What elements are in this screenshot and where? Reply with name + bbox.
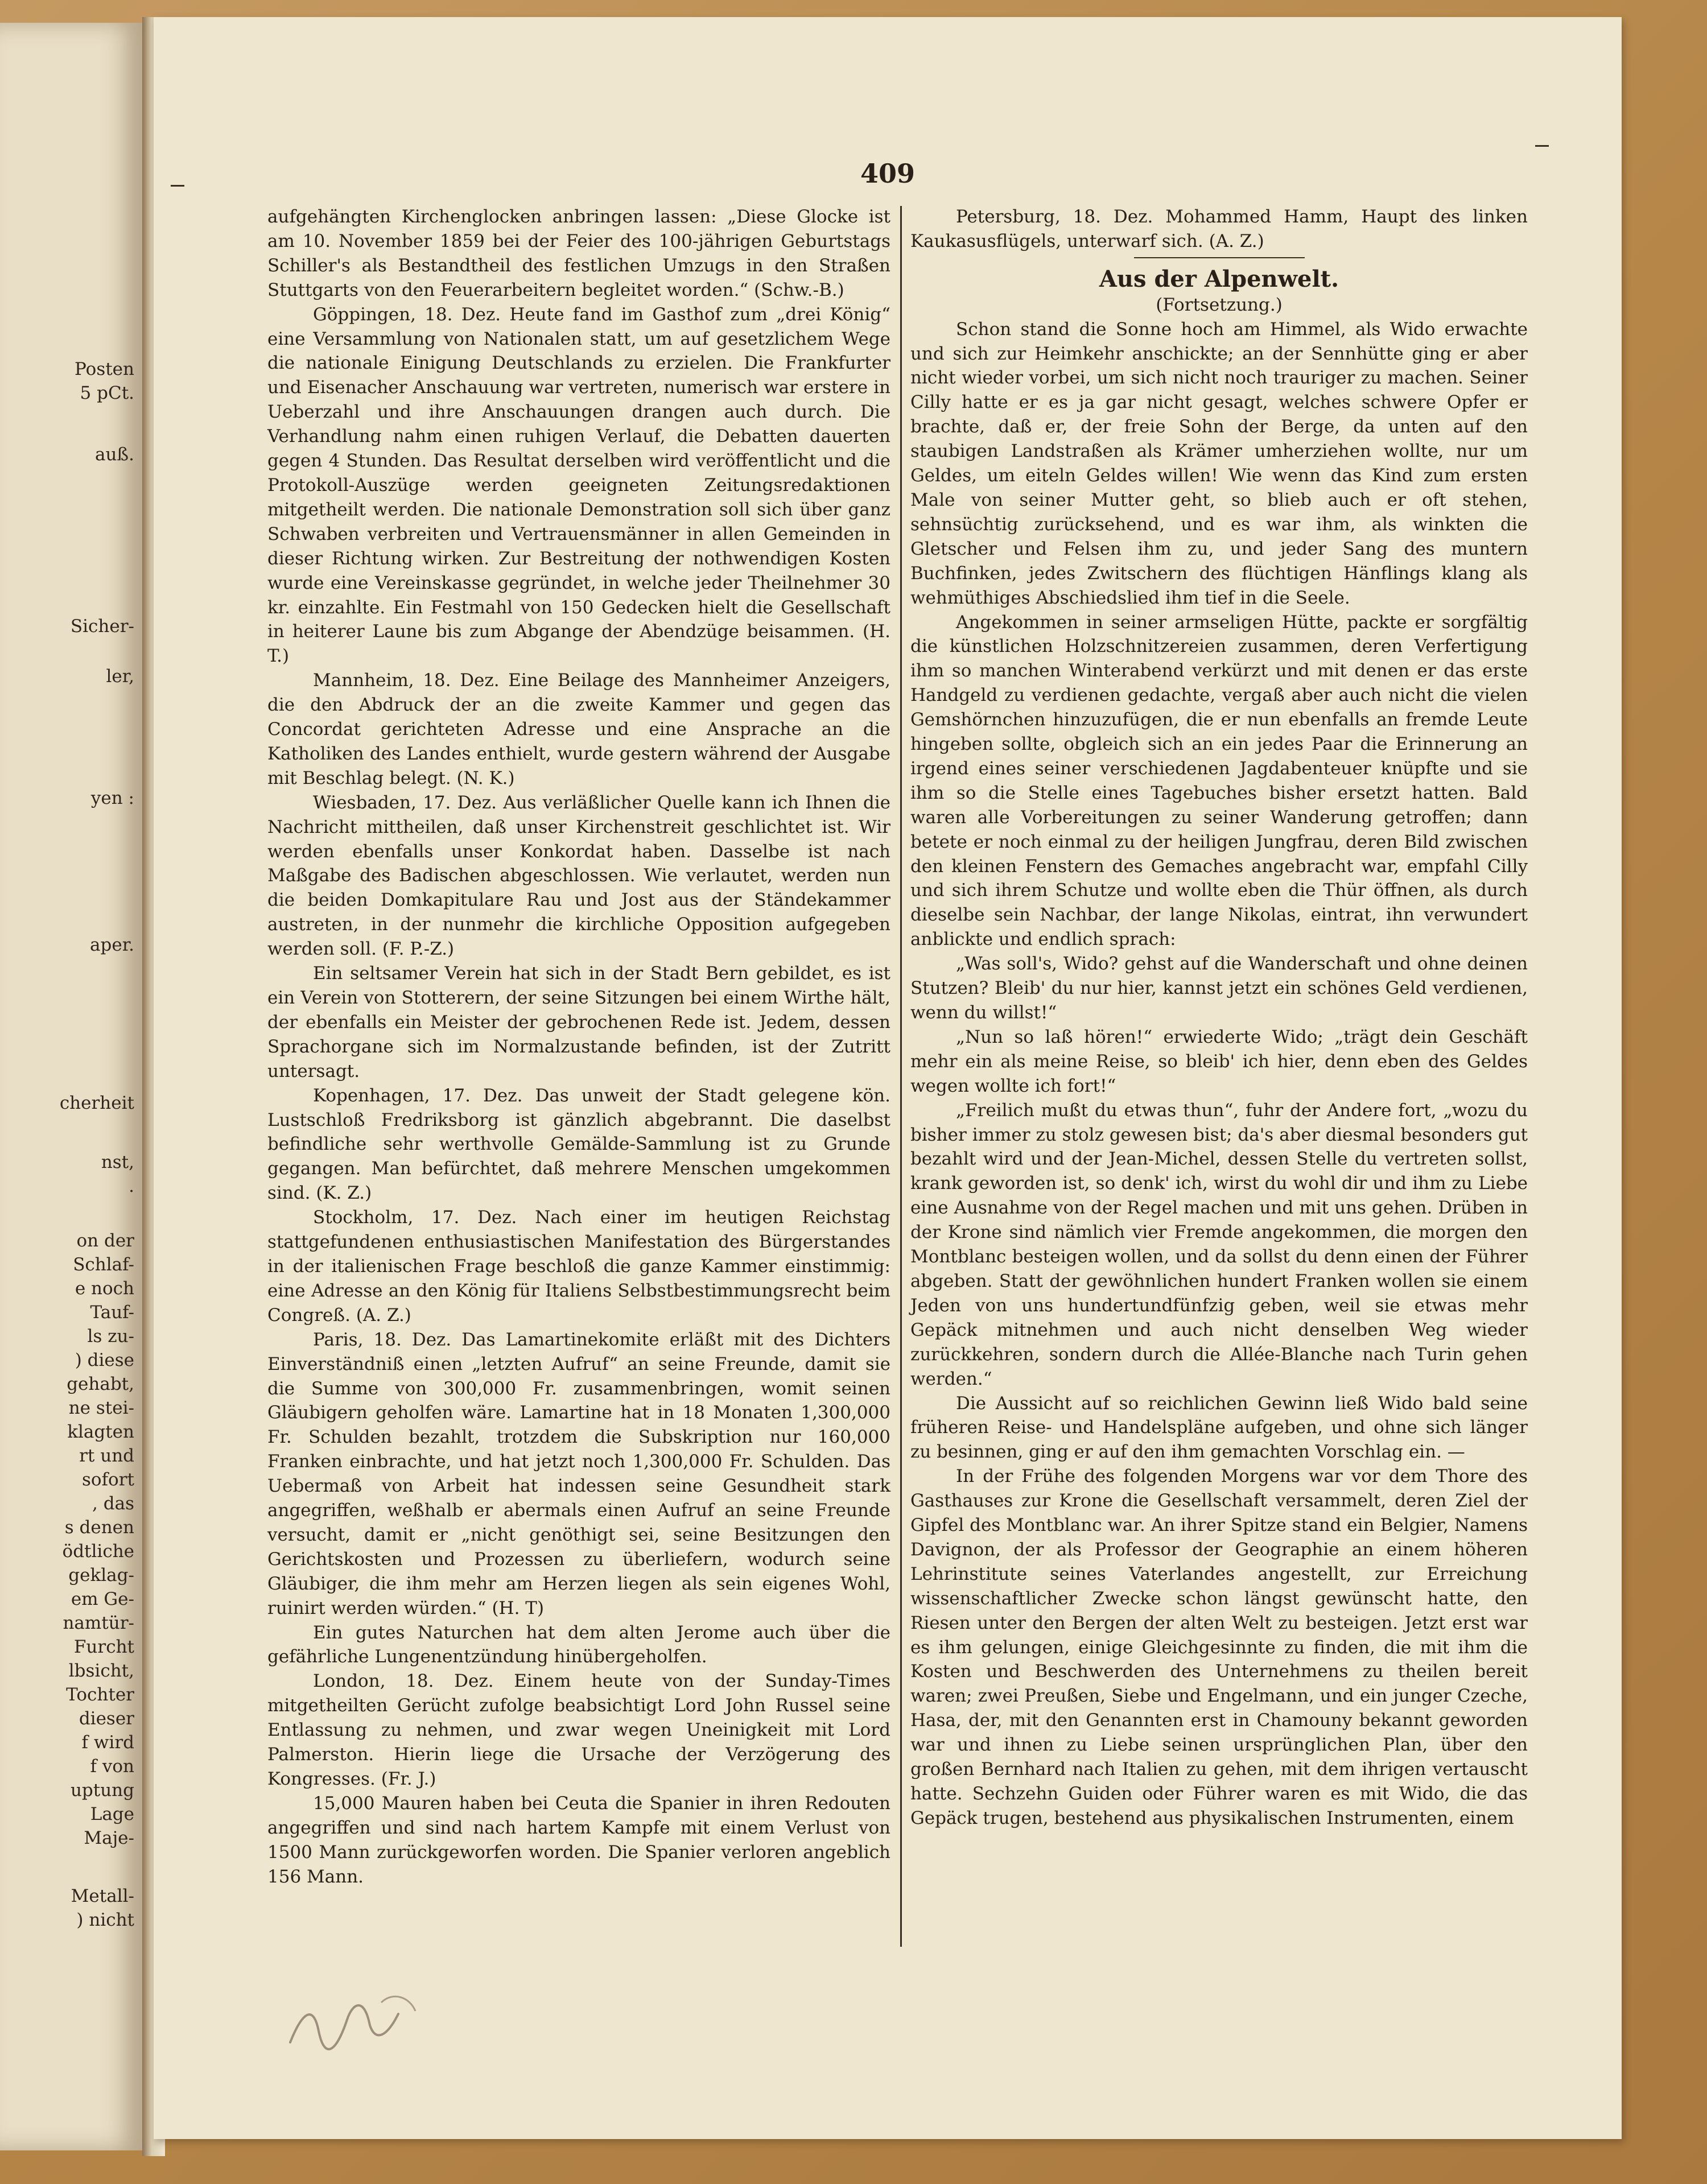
fragment-line: klagten [67,1422,134,1442]
right-column [910,205,1528,1831]
facing-page-fragment [0,1091,142,1115]
left-column [267,205,890,1889]
fragment-line: ls zu- [87,1326,134,1347]
text-paragraph: Kopenhagen, 17. Dez. Das unweit der Stadt gelegene kön. Lustschloß Fredriksborg ist gänzlich abgebrannt. Die daselbst befindliche sehr werthvolle Gemälde-Sammlung ist zu Grunde gegangen. Man befürchtet, daß mehrere Menschen umgekommen sind. (K. Z.) [267,1085,890,1204]
fragment-line: lbsicht, [68,1661,134,1681]
fragment-line: Posten [75,359,134,379]
facing-page-fragment [0,614,142,638]
fragment-line: geklag- [68,1565,134,1586]
text-paragraph: 15,000 Mauren haben bei Ceuta die Spanier in ihren Redouten angegriffen und sind nach hartem Kampfe mit einem Verlust von 1500 Mann zurückgeworfen worden. Die Spanier verloren angeblich 156 Mann. [267,1793,890,1887]
article-rule [1134,257,1305,258]
text-paragraph: Wiesbaden, 17. Dez. Aus verläßlicher Quelle kann ich Ihnen die Nachricht mittheilen, daß unser Kirchenstreit geschlichtet ist. Wir werden ebenfalls unser Konkordat haben. Dasselbe ist nach Maßgabe des Badischen abgeschlossen. Wie verlautet, werden nun die beiden Domkapitulare Rau und Jost aus der Ständekammer austreten, in der nunmehr die kirchliche Opposition aufgegeben werden soll. (F. P.-Z.) [267,792,890,960]
fragment-line: e noch [75,1278,134,1299]
text-paragraph: Stockholm, 17. Dez. Nach einer im heutigen Reichstag stattgefundenen enthusiastischen Manifestation des Bürgerstandes in der italienischen Frage beschloß die ganze Kammer einstimmig: eine Adresse an den König für Italiens Selbstbestimmungsrecht beim Congreß. (A. Z.) [267,1207,890,1326]
fragment-line: s denen [64,1517,134,1538]
fragment-line: Maje- [84,1828,134,1848]
fragment-line: nst, [101,1152,134,1172]
column-divider [900,206,902,1947]
fragment-line: dieser [79,1708,134,1729]
facing-page-fragment [0,1229,142,1850]
fragment-line: rt und [79,1446,134,1466]
fragment-line: em Ge- [71,1589,134,1609]
news-item-petersburg [910,205,1528,254]
facing-page-fragment [0,1884,142,1932]
margin-mark [1535,145,1549,147]
text-paragraph: London, 18. Dez. Einem heute von der Sunday-Times mitgetheilten Gerücht zufolge beabsichtigt Lord John Russel seine Entlassung zu nehmen, und zwar wegen Uneinigkeit mit Lord Palmerston. Hierin liege die Ursache der Verzögerung des Kongresses. (Fr. J.) [267,1671,890,1789]
fragment-line: uptung [70,1780,134,1801]
facing-page-fragment [0,443,142,466]
fragment-line: ) diese [75,1350,134,1370]
fragment-line: . [129,1176,134,1196]
fragment-line: gehabt, [67,1374,134,1394]
fragment-line: Tauf- [90,1302,134,1323]
fragment-line: , das [92,1493,134,1514]
fragment-line: ) nicht [76,1910,134,1930]
fragment-line: f wird [81,1732,134,1753]
text-paragraph: Ein seltsamer Verein hat sich in der Stadt Bern gebildet, es ist ein Verein von Stotterern, der seine Sitzungen bei einem Wirthe hält, der ebenfalls ein Meister der gebrochenen Rede ist. Jedem, dessen Sprachorgane sich im Normalzustande befinden, ist der Zutritt untersagt. [267,963,890,1081]
facing-page-fragment [0,786,142,810]
fragment-line: Metall- [71,1886,134,1906]
handwritten-mark [279,1980,427,2059]
facing-page-fragment [0,933,142,957]
fragment-line: aper. [90,935,134,955]
text-paragraph: Petersburg, 18. Dez. Mohammed Hamm, Haupt des linken Kaukasusflügels, unterwarf sich. (A. Z.) [910,207,1528,251]
text-paragraph: Paris, 18. Dez. Das Lamartinekomite erläßt mit des Dichters Einverständniß einen „letzten Aufruf“ an seine Freunde, damit sie die Summe von 300,000 Fr. zusammenbringen, womit seinen Gläubigern geholfen wäre. Lamartine hat in 18 Monaten 1,300,000 Fr. Schulden bezahlt, trotzdem die Subskription nur 160,000 Franken einbrachte, und hat jetzt noch 1,300,000 Fr. Schulden. Das Uebermaß von Arbeit hat indessen seine Gesundheit stark angegriffen, weßhalb er abermals einen Aufruf an seine Freunde versucht, damit er „nicht genöthigt sei, seine Besitzungen den Gerichtskosten und Prozessen zu überliefern, wodurch seine Gläubiger, die ihm mehr am Herzen liegen als sein eigenes Wohl, ruinirt werden würden.“ (H. T) [267,1329,890,1619]
fragment-line: cherheit [59,1093,134,1113]
text-paragraph: „Nun so laß hören!“ erwiederte Wido; „trägt dein Geschäft mehr ein als meine Reise, so bleib' ich hier, denn eben des Geldes wegen wollte ich fort!“ [910,1026,1528,1096]
article-subtitle: (Fortsetzung.) [1156,294,1283,315]
fragment-line: Tochter [66,1685,134,1705]
fragment-line: on der [76,1231,134,1251]
facing-page-fragment [0,357,142,405]
text-paragraph: Ein gutes Naturchen hat dem alten Jerome auch über die gefährliche Lungenentzündung hinübergeholfen. [267,1622,890,1667]
fragment-line: Sicher- [70,616,134,637]
page-number: 409 [860,158,916,189]
fragment-line: ler, [106,666,134,687]
facing-page-fragment [0,664,142,688]
text-paragraph: Angekommen in seiner armseligen Hütte, packte er sorgfältig die künstlichen Holzschnitzereien zusammen, deren Verfertigung ihm so manchen Winterabend verkürzt und mit denen er das erste Handgeld zu verdienen gedachte, vergaß aber auch nicht die vielen Gemshörnchen hinzuzufügen, die er nun ebenfalls an fremde Leute hingeben sollte, obgleich sich an ein jedes Paar die Erinnerung an irgend eines seiner verschiedenen Jagdabenteuer knüpfte und sie ihm so die Stelle eines Tagebuches bisher ersetzt hatten. Bald waren alle Vorbereitungen zu seiner Wanderung getroffen; dann betete er noch einmal zu der heiligen Jungfrau, deren Bild zwischen den kleinen Fenstern des Gemaches angebracht war, empfahl Cilly und sich ihrem Schutze und wollte eben die Thür öffnen, als durch dieselbe sein Nachbar, der lange Nikolas, eintrat, ihn verwundert anblickte und endlich sprach: [910,612,1528,950]
fragment-line: ödtliche [62,1541,134,1562]
fragment-line: namtür- [63,1613,134,1633]
text-paragraph: „Freilich mußt du etwas thun“, fuhr der Andere fort, „wozu du bisher immer zu stolz gewesen bist; da's aber diesmal besonders gut bezahlt wird und der Jean-Michel, dessen Stelle du vertreten sollst, krank geworden ist, so denk' ich, wirst du wohl dir und ihm zu Liebe eine Ausnahme von der Regel machen und mit uns gehen. Drüben in der Krone sind nämlich vier Fremde angekommen, die morgen den Montblanc besteigen wollen, und da sollst du denn einen der Führer abgeben. Statt der gewöhnlichen hundert Franken wollen sie einem Jeden von uns hundertundfünfzig geben, weil sie etwas mehr Gepäck mitnehmen und auch nicht denselben Weg wieder zurückkehren, sondern durch die Allée-Blanche nach Turin gehen werden.“ [910,1100,1528,1389]
fragment-line: sofort [82,1469,134,1490]
fragment-line: 5 pCt. [80,383,134,403]
article-body [910,317,1528,1831]
fragment-line: ne stei- [68,1398,134,1418]
fragment-line: Furcht [73,1637,134,1657]
fragment-line: f von [90,1756,134,1777]
text-paragraph: „Was soll's, Wido? gehst auf die Wanderschaft und ohne deinen Stutzen? Bleib' du nur hier, kannst jetzt ein schönes Geld verdienen, wenn du willst!“ [910,953,1528,1023]
text-paragraph: Mannheim, 18. Dez. Eine Beilage des Mannheimer Anzeigers, die den Abdruck der an die zweite Kammer und gegen das Concordat gerichteten Adresse und eine Ansprache an die Katholiken des Landes enthielt, wurde gestern während der Ausgabe mit Beschlag belegt. (N. K.) [267,670,890,788]
text-paragraph: Schon stand die Sonne hoch am Himmel, als Wido erwachte und sich zur Heimkehr anschickte; an der Sennhütte ging er aber nicht wieder vorbei, um sich nicht noch trauriger zu machen. Seiner Cilly hatte er es ja gar nicht gesagt, welches schwere Opfer er brachte, daß er, der freie Sohn der Berge, da unten auf den staubigen Landstraßen als Krämer umherziehen wollte, nur um Geldes, um eiteln Geldes willen! Wie wenn das Kind zum ersten Male von seiner Mutter geht, so blieb auch er oft stehen, sehnsüchtig zurücksehend, und es war ihm, als winkten die Gletscher und Felsen ihm zu, und jeder Sang des muntern Buchfinken, jedes Zwitschern des flüchtigen Hänflings klang als wehmüthiges Abschiedslied ihm tief in die Seele. [910,319,1528,608]
text-paragraph: Die Aussicht auf so reichlichen Gewinn ließ Wido bald seine früheren Reise- und Handelspläne aufgeben, und ohne sich länger zu besinnen, ging er auf den ihm gemachten Vorschlag ein. — [910,1393,1528,1463]
text-paragraph: Göppingen, 18. Dez. Heute fand im Gasthof zum „drei König“ eine Versammlung von Nationalen statt, um auf gesetzlichem Wege die nationale Einigung Deutschlands zu erzielen. Die Frankfurter und Eisenacher Anschauung war vertreten, numerisch war erstere in Ueberzahl und ihre Anschauungen drangen auch durch. Die Verhandlung nahm einen ruhigen Verlauf, die Debatten dauerten gegen 4 Stunden. Das Resultat derselben wird veröffentlicht und die Protokoll-Auszüge werden geeigneten Zeitungsredaktionen mitgetheilt werden. Die nationale Demonstration soll sich über ganz Schwaben verbreiten und Vertrauensmänner in allen Gemeinden in dieser Richtung wirken. Zur Bestreitung der nothwendigen Kosten wurde eine Vereinskasse gegründet, in welche jeder Theilnehmer 30 kr. einzahlte. Ein Festmahl von 150 Gedecken hielt die Gesellschaft in heiterer Laune bis zum Abgange der Abendzüge beisammen. (H. T.) [267,304,890,667]
text-paragraph: In der Frühe des folgenden Morgens war vor dem Thore des Gasthauses zur Krone die Gesellschaft versammelt, deren Ziel der Gipfel des Montblanc war. An ihrer Spitze stand ein Belgier, Namens Davignon, der als Professor der Geographie an einem höheren Lehrinstitute seines Vaterlandes angestellt, zur Erreichung wissenschaftlicher Zwecke schon längst gewünscht hatte, den Riesen unter den Bergen der alten Welt zu besteigen. Jetzt erst war es ihm gelungen, einige Gleichgesinnte zu finden, die mit ihm die Kosten und Beschwerden des Unternehmens zu theilen bereit waren; zwei Preußen, Siebe und Engelmann, und ein junger Czeche, Hasa, der, mit den Genannten erst in Chamouny bekannt geworden war und ihnen zu Liebe seinen ursprünglichen Plan, über den großen Bernhard nach Italien zu gehen, mit dem ihrigen vertauscht hatte. Sechzehn Guiden oder Führer waren es mit Wido, die das Gepäck trugen, bestehend aus physikalischen Instrumenten, einem [910,1466,1528,1828]
fragment-line: Lage [90,1804,134,1824]
facing-page-fragment [0,1150,142,1198]
fragment-line: Schlaf- [73,1254,134,1275]
fragment-line: yen : [90,788,134,808]
article-title: Aus der Alpenwelt. [1099,265,1339,292]
margin-mark [171,185,184,187]
text-paragraph: aufgehängten Kirchenglocken anbringen lassen: „Diese Glocke ist am 10. November 1859 bei der Feier des 100-jährigen Geburtstags Schiller's als Bestandtheil des festlichen Umzugs in den Straßen Stuttgarts von den Feuerarbeitern begleitet worden.“ (Schw.-B.) [267,207,890,300]
fragment-line: auß. [94,444,134,465]
